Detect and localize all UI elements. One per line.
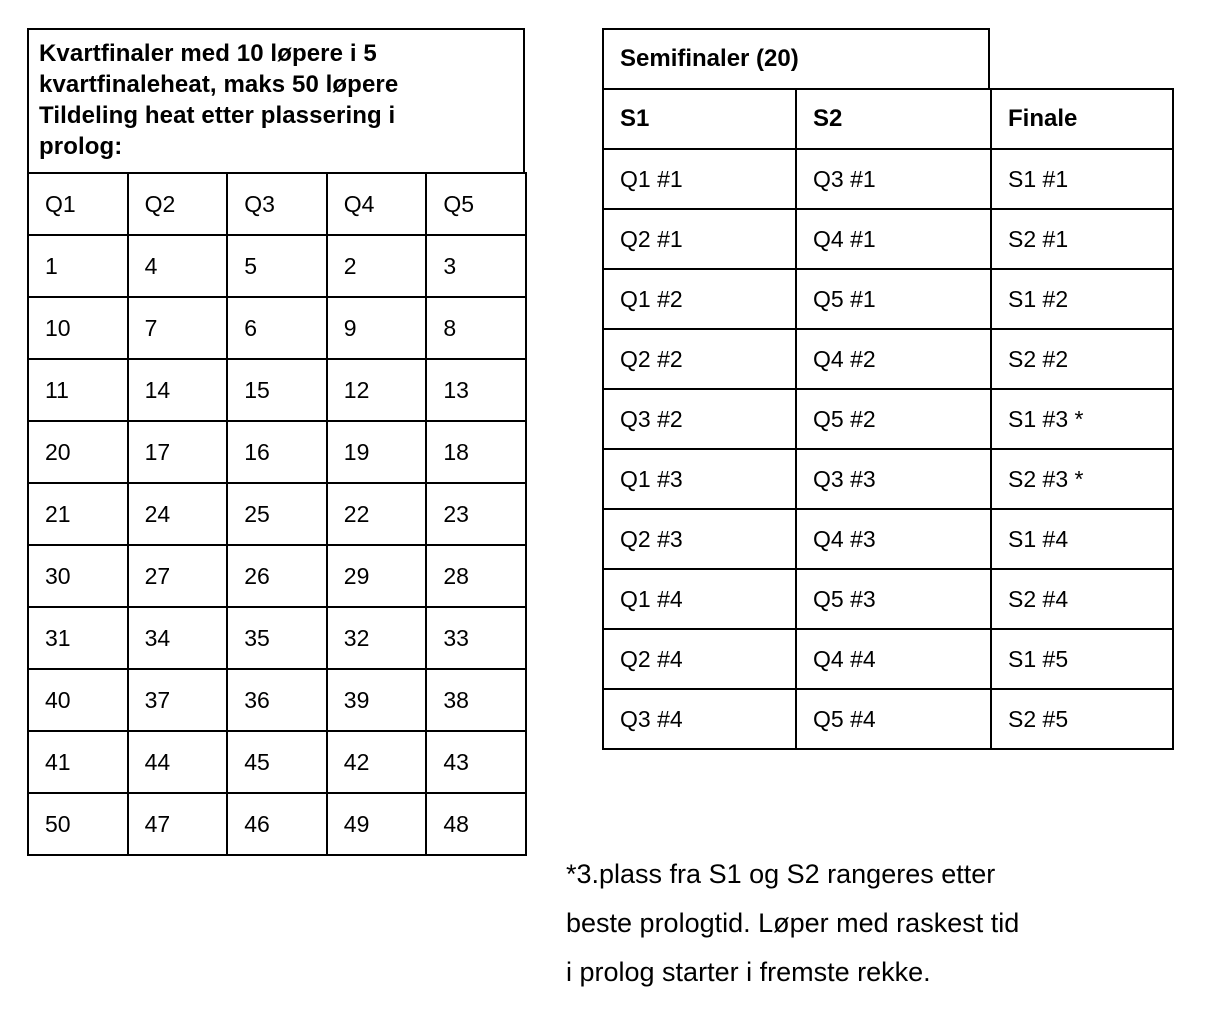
table-cell: 12 (327, 359, 427, 421)
table-header-row (28, 173, 526, 235)
table-cell: Q4 #1 (796, 209, 991, 269)
table-cell: 8 (426, 297, 526, 359)
table-cell: 23 (426, 483, 526, 545)
table-cell: 38 (426, 669, 526, 731)
table-cell: 26 (227, 545, 327, 607)
table-cell: S2 #1 (991, 209, 1173, 269)
table-cell: 27 (128, 545, 228, 607)
table-cell: Q2 #4 (603, 629, 796, 689)
table-cell: 50 (28, 793, 128, 855)
table-cell: S2 #5 (991, 689, 1173, 749)
table-cell: 19 (327, 421, 427, 483)
table-cell: 48 (426, 793, 526, 855)
table-cell: 41 (28, 731, 128, 793)
table-cell: 10 (28, 297, 128, 359)
table-row (28, 297, 526, 359)
intro-line: prolog: (39, 133, 123, 160)
table-cell: S1 #5 (991, 629, 1173, 689)
table-cell: Q3 #1 (796, 149, 991, 209)
table-row (603, 449, 1173, 509)
table-cell: Q1 #2 (603, 269, 796, 329)
table-cell: 21 (28, 483, 128, 545)
table-cell: S1 #1 (991, 149, 1173, 209)
table-cell: 49 (327, 793, 427, 855)
table-cell: Q4 #2 (796, 329, 991, 389)
table-cell: 40 (28, 669, 128, 731)
table-cell: Q1 #4 (603, 569, 796, 629)
table-row (603, 389, 1173, 449)
footnote-line: *3.plass fra S1 og S2 rangeres etter (566, 859, 996, 889)
table-row (28, 669, 526, 731)
table-cell: 22 (327, 483, 427, 545)
table-cell: 44 (128, 731, 228, 793)
semifinal-title: Semifinaler (20) (620, 45, 799, 72)
table-cell: 31 (28, 607, 128, 669)
table-row (28, 607, 526, 669)
intro-text-box (27, 28, 525, 174)
table-cell: 33 (426, 607, 526, 669)
table-row (603, 569, 1173, 629)
table-cell: 17 (128, 421, 228, 483)
table-row (603, 329, 1173, 389)
table-cell: 34 (128, 607, 228, 669)
table-cell: 4 (128, 235, 228, 297)
semifinal-title-box (602, 28, 990, 88)
table-cell: 25 (227, 483, 327, 545)
table-cell: Q5 #3 (796, 569, 991, 629)
quarterfinal-allocation-table (27, 172, 527, 856)
table-cell: 1 (28, 235, 128, 297)
table-cell: 39 (327, 669, 427, 731)
table-cell: 29 (327, 545, 427, 607)
table-row (603, 689, 1173, 749)
table-cell: Q2 #1 (603, 209, 796, 269)
column-header: Finale (991, 89, 1173, 149)
table-cell: S2 #2 (991, 329, 1173, 389)
table-cell: 47 (128, 793, 228, 855)
table-row (603, 509, 1173, 569)
table-row (28, 731, 526, 793)
column-header: Q4 (327, 173, 427, 235)
table-cell: Q5 #4 (796, 689, 991, 749)
table-row (28, 359, 526, 421)
table-cell: Q4 #4 (796, 629, 991, 689)
intro-line: kvartfinaleheat, maks 50 løpere (39, 71, 399, 98)
table-cell: 7 (128, 297, 228, 359)
table-cell: 13 (426, 359, 526, 421)
table-cell: 5 (227, 235, 327, 297)
table-cell: S1 #2 (991, 269, 1173, 329)
table-cell: Q2 #2 (603, 329, 796, 389)
table-cell: Q5 #1 (796, 269, 991, 329)
table-row (28, 545, 526, 607)
table-cell: 3 (426, 235, 526, 297)
table-cell: 36 (227, 669, 327, 731)
footnote-line: beste prologtid. Løper med raskest tid (566, 908, 1020, 938)
table-cell: 45 (227, 731, 327, 793)
table-cell: 6 (227, 297, 327, 359)
table-cell: 11 (28, 359, 128, 421)
table-cell: 42 (327, 731, 427, 793)
footnote-line: i prolog starter i fremste rekke. (566, 957, 931, 987)
table-cell: Q3 #3 (796, 449, 991, 509)
table-cell: 46 (227, 793, 327, 855)
table-cell: 20 (28, 421, 128, 483)
intro-line: Tildeling heat etter plassering i (39, 102, 396, 129)
table-cell: 9 (327, 297, 427, 359)
table-cell: S2 #3 * (991, 449, 1173, 509)
semifinal-allocation-table (602, 88, 1174, 750)
table-row (603, 629, 1173, 689)
column-header: Q5 (426, 173, 526, 235)
table-row (28, 421, 526, 483)
table-cell: 24 (128, 483, 228, 545)
table-cell: S2 #4 (991, 569, 1173, 629)
column-header: S2 (796, 89, 991, 149)
column-header: S1 (603, 89, 796, 149)
table-cell: 2 (327, 235, 427, 297)
table-cell: 28 (426, 545, 526, 607)
table-cell: 14 (128, 359, 228, 421)
table-cell: 15 (227, 359, 327, 421)
table-row (28, 483, 526, 545)
column-header: Q2 (128, 173, 228, 235)
quarterfinal-section (27, 28, 525, 856)
table-cell: 32 (327, 607, 427, 669)
table-cell: Q5 #2 (796, 389, 991, 449)
table-cell: 37 (128, 669, 228, 731)
table-cell: Q2 #3 (603, 509, 796, 569)
table-row (28, 793, 526, 855)
table-cell: S1 #3 * (991, 389, 1173, 449)
table-row (603, 269, 1173, 329)
column-header: Q3 (227, 173, 327, 235)
intro-line: Kvartfinaler med 10 løpere i 5 (39, 40, 377, 67)
table-cell: 18 (426, 421, 526, 483)
semifinal-section (602, 28, 1172, 750)
table-cell: 35 (227, 607, 327, 669)
table-row (28, 235, 526, 297)
table-cell: Q3 #4 (603, 689, 796, 749)
footnote (566, 850, 1206, 997)
table-cell: Q1 #3 (603, 449, 796, 509)
table-cell: Q4 #3 (796, 509, 991, 569)
table-header-row (603, 89, 1173, 149)
table-cell: Q1 #1 (603, 149, 796, 209)
table-cell: 43 (426, 731, 526, 793)
table-cell: 30 (28, 545, 128, 607)
table-cell: 16 (227, 421, 327, 483)
column-header: Q1 (28, 173, 128, 235)
table-row (603, 149, 1173, 209)
table-row (603, 209, 1173, 269)
table-cell: S1 #4 (991, 509, 1173, 569)
table-cell: Q3 #2 (603, 389, 796, 449)
